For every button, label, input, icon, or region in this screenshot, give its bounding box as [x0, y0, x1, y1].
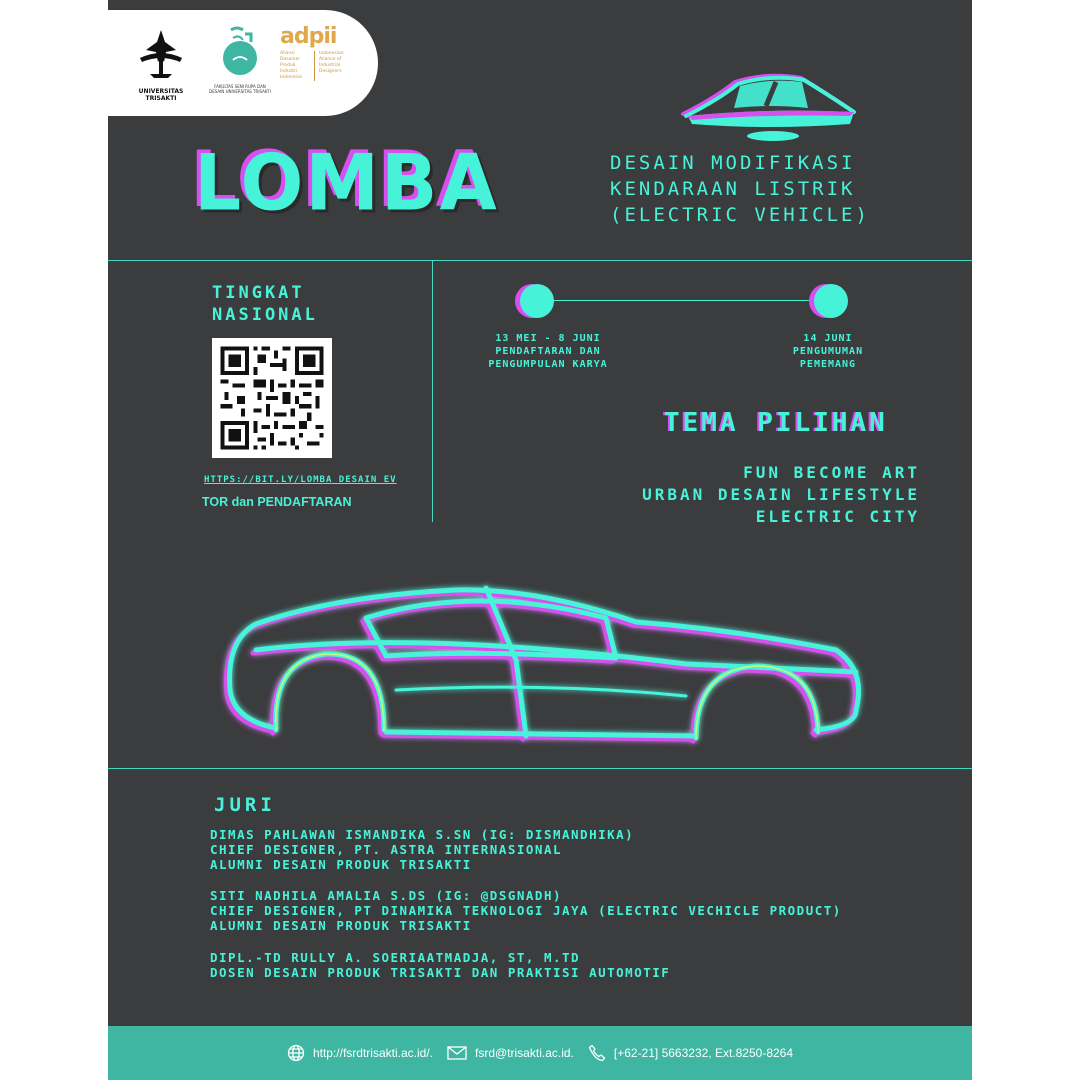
- trisakti-caption: UNIVERSITAS TRISAKTI: [138, 88, 184, 102]
- timeline-date: 13 MEI - 8 JUNI: [495, 333, 601, 344]
- theme-list: [642, 462, 920, 528]
- jury-name: DIMAS PAHLAWAN ISMANDIKA S.SN (IG: DISMANDHIKA): [210, 827, 635, 842]
- title-lomba: LOMBA: [194, 137, 499, 229]
- adpii-caption-id: Aliansi Desainer Produk Industri Indonesia: [280, 51, 302, 80]
- theme-item: FUN BECOME ART: [743, 463, 920, 482]
- timeline-label: PEMEMANG: [799, 359, 857, 370]
- footer-email[interactable]: [447, 1046, 574, 1060]
- jury-role: CHIEF DESIGNER, PT DINAMIKA TEKNOLOGI JAYA (ELECTRIC VECHICLE PRODUCT): [210, 903, 842, 918]
- divider-top: [108, 260, 972, 261]
- tor-label: TOR dan PENDAFTARAN: [202, 495, 352, 509]
- adpii-wordmark: adpii: [280, 24, 337, 49]
- phone-icon: [588, 1044, 606, 1062]
- timeline-label: PENDAFTARAN DAN: [495, 346, 601, 357]
- qr-code[interactable]: [212, 338, 332, 458]
- trisakti-emblem-icon: [136, 28, 186, 80]
- subtitle-line: (ELECTRIC VEHICLE): [610, 204, 870, 226]
- timeline-label: PENGUMUMAN: [792, 346, 864, 357]
- jury-member: [210, 827, 634, 872]
- theme-item: URBAN DESAIN LIFESTYLE: [642, 485, 920, 504]
- jury-affiliation: ALUMNI DESAIN PRODUK TRISAKTI: [210, 918, 472, 933]
- timeline-label: PENGUMPULAN KARYA: [488, 359, 608, 370]
- theme-item: ELECTRIC CITY: [755, 507, 920, 526]
- footer: [108, 1026, 972, 1080]
- email-link[interactable]: fsrd@trisakti.ac.id.: [475, 1046, 574, 1060]
- jury-member: [210, 950, 670, 980]
- fsrd-caption: FAKULTAS SENI RUPA DAN DESAIN UNIVERSITAS TRISAKTI: [209, 84, 271, 94]
- registration-link[interactable]: HTTPS://BIT.LY/LOMBA_DESAIN_EV: [204, 475, 397, 485]
- fsrd-emblem-icon: [217, 24, 263, 78]
- hover-car-icon: [678, 72, 863, 144]
- jury-role: DOSEN DESAIN PRODUK TRISAKTI DAN PRAKTISI AUTOMOTIF: [210, 965, 671, 980]
- divider-vertical: [432, 260, 433, 522]
- level-line: TINGKAT: [212, 283, 305, 303]
- adpii-logo: [280, 24, 360, 81]
- mail-icon: [447, 1046, 467, 1060]
- theme-title: TEMA PILIHAN: [664, 408, 888, 438]
- electric-car-illustration: [216, 560, 876, 760]
- footer-website[interactable]: [287, 1044, 433, 1062]
- divider-bottom: [108, 768, 972, 769]
- phone-number: [+62-21] 5663232, Ext.8250-8264: [613, 1046, 794, 1060]
- timeline-dot: [814, 284, 848, 318]
- adpii-caption-en: Indonesian Aliance of Industrial Designers: [319, 51, 344, 74]
- jury-role: CHIEF DESIGNER, PT. ASTRA INTERNASIONAL: [210, 842, 562, 857]
- qr-code-icon: [212, 338, 332, 458]
- competition-level: [212, 282, 318, 326]
- jury-name: DIPL.-TD RULLY A. SOERIAATMADJA, ST, M.TD: [210, 950, 581, 965]
- poster: [108, 0, 972, 1080]
- footer-phone[interactable]: [588, 1044, 793, 1062]
- jury-title: JURI: [214, 794, 276, 816]
- jury-affiliation: ALUMNI DESAIN PRODUK TRISAKTI: [210, 857, 472, 872]
- subtitle-line: KENDARAAN LISTRIK: [610, 178, 856, 200]
- fsrd-logo: [208, 24, 272, 94]
- timeline-item-announcement: [758, 332, 898, 371]
- subtitle-line: DESAIN MODIFIKASI: [610, 152, 856, 174]
- timeline-line: [548, 300, 810, 301]
- timeline-date: 14 JUNI: [803, 333, 853, 344]
- website-link[interactable]: http://fsrdtrisakti.ac.id/.: [312, 1046, 433, 1060]
- timeline-item-registration: [458, 332, 638, 371]
- subtitle: [610, 150, 870, 228]
- timeline-dot: [520, 284, 554, 318]
- level-line: NASIONAL: [212, 305, 318, 325]
- logo-bar: [108, 10, 378, 116]
- jury-member: [210, 888, 842, 933]
- trisakti-logo: [126, 28, 196, 102]
- jury-name: SITI NADHILA AMALIA S.DS (IG: @DSGNADH): [210, 888, 562, 903]
- globe-icon: [287, 1044, 305, 1062]
